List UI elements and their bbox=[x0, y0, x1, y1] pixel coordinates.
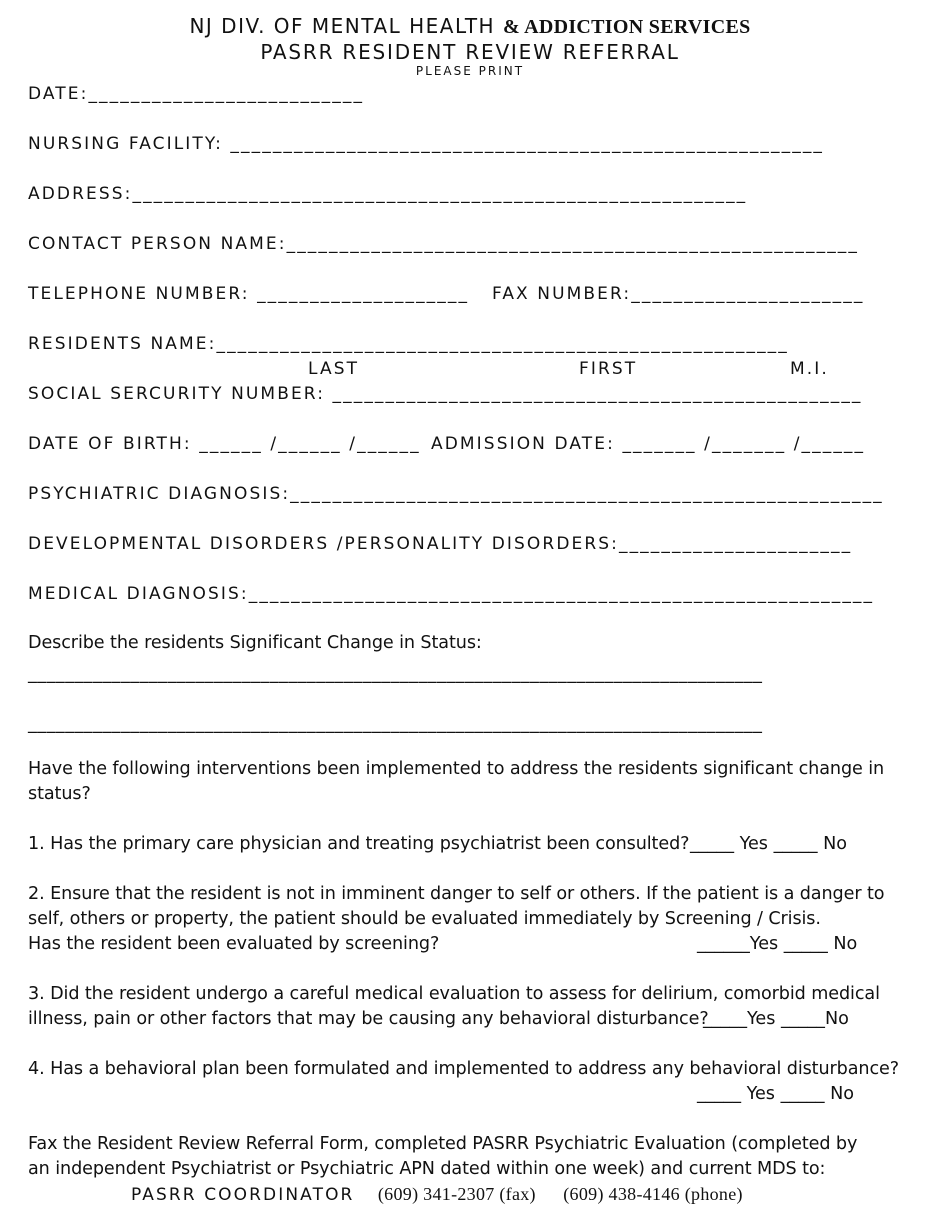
admission-date-field[interactable]: ADMISSION DATE: _______ /_______ /______ bbox=[431, 434, 866, 454]
phone-number: (609) 438-4146 (phone) bbox=[563, 1184, 743, 1204]
developmental-disorders-field[interactable]: DEVELOPMENTAL DISORDERS /PERSONALITY DISORDERS:______________________ bbox=[28, 534, 853, 554]
coordinator-label: PASRR COORDINATOR bbox=[131, 1185, 355, 1205]
contact-person-field[interactable]: CONTACT PERSON NAME:______________________________________________________ bbox=[28, 234, 859, 254]
interventions-intro-line-1: Have the following interventions been implemented to address the residents significant change in bbox=[28, 759, 885, 779]
question-4-line-1: 4. Has a behavioral plan been formulated and implemented to address any behavioral disturbance? bbox=[28, 1059, 899, 1079]
form-title: PASRR RESIDENT REVIEW REFERRAL bbox=[260, 40, 680, 64]
medical-diagnosis-field[interactable]: MEDICAL DIAGNOSIS:___________________________________________________________ bbox=[28, 584, 875, 604]
question-2-line-3: Has the resident been evaluated by screening? bbox=[28, 934, 440, 954]
nursing-facility-field[interactable]: NURSING FACILITY: ________________________________________________________ bbox=[28, 134, 825, 154]
significant-change-prompt: Describe the residents Significant Change in Status: bbox=[28, 633, 482, 653]
footer-contact bbox=[131, 1182, 743, 1208]
residents-name-field[interactable]: RESIDENTS NAME:______________________________________________________ bbox=[28, 334, 789, 354]
question-2-line-1: 2. Ensure that the resident is not in imminent danger to self or others. If the patient is a danger to bbox=[28, 884, 885, 904]
question-1-answer[interactable]: _____ Yes _____ No bbox=[690, 834, 848, 854]
fax-number: (609) 341-2307 (fax) bbox=[377, 1184, 536, 1204]
agency-title bbox=[0, 14, 940, 39]
question-1-text: 1. Has the primary care physician and treating psychiatrist been consulted? bbox=[28, 834, 690, 854]
psychiatric-diagnosis-field[interactable]: PSYCHIATRIC DIAGNOSIS:________________________________________________________ bbox=[28, 484, 884, 504]
name-part-first: FIRST bbox=[579, 359, 638, 379]
significant-change-line-2[interactable]: _______________________________________________________________________________ bbox=[28, 714, 763, 734]
agency-name: NJ DIV. OF MENTAL HEALTH bbox=[189, 14, 496, 38]
interventions-intro-line-2: status? bbox=[28, 784, 91, 804]
fax-field[interactable]: FAX NUMBER:______________________ bbox=[492, 284, 865, 304]
question-3-line-2: illness, pain or other factors that may be causing any behavioral disturbance? bbox=[28, 1009, 709, 1029]
significant-change-line-1[interactable]: _______________________________________________________________________________ bbox=[28, 664, 763, 684]
footer-line-2: an independent Psychiatrist or Psychiatric APN dated within one week) and current MDS to: bbox=[28, 1159, 826, 1179]
print-instruction: PLEASE PRINT bbox=[415, 64, 525, 78]
question-4-answer[interactable]: _____ Yes _____ No bbox=[697, 1084, 855, 1104]
name-part-last: LAST bbox=[308, 359, 360, 379]
telephone-field[interactable]: TELEPHONE NUMBER: ____________________ bbox=[28, 284, 470, 304]
date-field[interactable]: DATE:__________________________ bbox=[28, 84, 365, 104]
question-3-answer[interactable]: _____Yes _____No bbox=[703, 1009, 849, 1029]
date-of-birth-field[interactable]: DATE OF BIRTH: ______ /______ /______ bbox=[28, 434, 421, 454]
address-field[interactable]: ADDRESS:__________________________________________________________ bbox=[28, 184, 748, 204]
agency-name-bold: & ADDICTION SERVICES bbox=[502, 16, 751, 38]
question-3-line-1: 3. Did the resident undergo a careful medical evaluation to assess for delirium, comorbid medical bbox=[28, 984, 880, 1004]
question-2-line-2: self, others or property, the patient should be evaluated immediately by Screening / Crisis. bbox=[28, 909, 821, 929]
question-2-answer[interactable]: ______Yes _____ No bbox=[697, 934, 858, 954]
footer-line-1: Fax the Resident Review Referral Form, completed PASRR Psychiatric Evaluation (completed by bbox=[28, 1134, 858, 1154]
ssn-field[interactable]: SOCIAL SERCURITY NUMBER: __________________________________________________ bbox=[28, 384, 863, 404]
name-part-mi: M.I. bbox=[790, 359, 829, 379]
